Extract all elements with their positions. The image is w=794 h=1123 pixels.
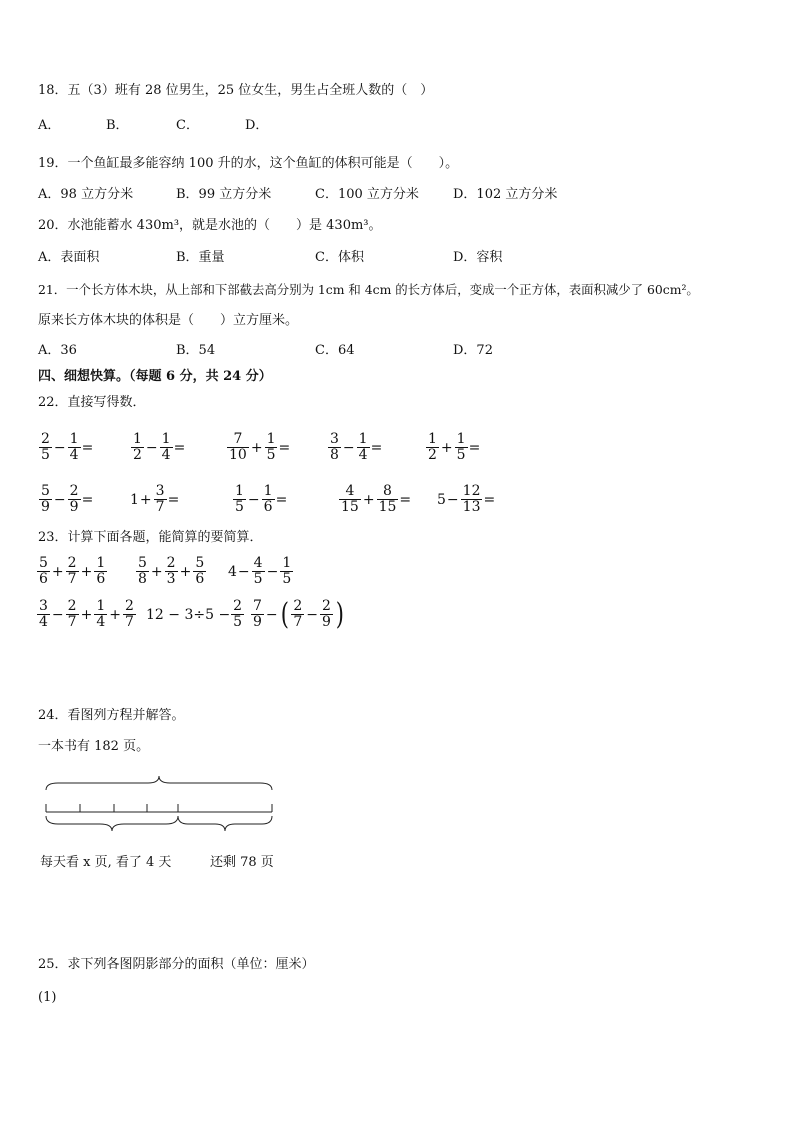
q22-expr-1: $\frac{2}{5}$ − $\frac{1}{4}$ = — [41, 431, 94, 463]
fraction: $\frac{2}{3}$ — [166, 555, 176, 587]
fraction: $\frac{1}{4}$ — [358, 431, 368, 463]
fraction: $\frac{7}{9}$ — [253, 598, 262, 630]
fraction: $\frac{4}{5}$ — [253, 555, 263, 587]
fraction: $\frac{2}{7}$ — [293, 598, 303, 630]
fraction: $\frac{1}{6}$ — [263, 483, 273, 515]
q22-expr-6: $\frac{5}{9}$ − $\frac{2}{9}$ = — [41, 483, 94, 515]
q19-option-a: A．98 立方分米 — [38, 187, 134, 202]
q22-expr-10: 5 − $\frac{12}{13}$ = — [437, 483, 496, 515]
q22-expr-8: $\frac{1}{5}$ − $\frac{1}{6}$ = — [235, 483, 288, 515]
fraction: $\frac{1}{4}$ — [96, 598, 106, 630]
q24-label-right: 还剩 78 页 — [210, 855, 274, 870]
q23-expr-5: 12 − 3÷5 − $\frac{2}{5}$ — [146, 598, 243, 630]
q22-expr-3: $\frac{7}{10}$ + $\frac{1}{5}$ = — [229, 431, 291, 463]
q19-text: 19．一个鱼缸最多能容纳 100 升的水，这个鱼缸的体积可能是（ ）。 — [38, 156, 459, 171]
fraction: $\frac{2}{7}$ — [67, 598, 77, 630]
fraction: $\frac{1}{5}$ — [456, 431, 466, 463]
fraction: $\frac{1}{4}$ — [69, 431, 79, 463]
fraction: $\frac{4}{15}$ — [341, 483, 359, 515]
q21-option-b: B．54 — [176, 343, 216, 358]
fraction: $\frac{2}{5}$ — [41, 431, 50, 463]
q19-option-c: C．100 立方分米 — [315, 187, 419, 202]
fraction: $\frac{12}{13}$ — [462, 483, 481, 515]
q23-expr-4: $\frac{3}{4}$ − $\frac{2}{7}$ + $\frac{1}{4}$ + $\frac{2}{7}$ — [39, 598, 134, 630]
fraction: $\frac{1}{4}$ — [161, 431, 171, 463]
q18-text: 18．五（3）班有 28 位男生，25 位女生，男生占全班人数的（ ） — [38, 83, 434, 98]
fraction: $\frac{2}{9}$ — [322, 598, 331, 630]
q20-option-b: B．重量 — [176, 250, 225, 265]
q25-title: 25．求下列各图阴影部分的面积（单位：厘米） — [38, 957, 315, 972]
fraction: $\frac{2}{9}$ — [69, 483, 79, 515]
q23-title: 23．计算下面各题，能简算的要简算． — [38, 530, 263, 545]
top-brace — [46, 776, 272, 790]
q20-option-d: D．容积 — [453, 250, 503, 265]
left-paren: ( — [280, 596, 289, 632]
bottom-brace-right — [178, 816, 272, 831]
q24-label-left: 每天看 x 页, 看了 4 天 — [40, 855, 172, 870]
fraction: $\frac{5}{8}$ — [138, 555, 147, 587]
fraction: $\frac{5}{6}$ — [195, 555, 205, 587]
q23-expr-6: $\frac{7}{9}$ − ( $\frac{2}{7}$ − $\frac{2}{9}$ ) — [253, 596, 344, 632]
q22-title: 22．直接写得数． — [38, 395, 146, 410]
q22-expr-2: $\frac{1}{2}$ − $\frac{1}{4}$ = — [133, 431, 186, 463]
q19-option-b: B．99 立方分米 — [176, 187, 272, 202]
fraction: $\frac{1}{5}$ — [282, 555, 292, 587]
q23-expr-3: 4 − $\frac{4}{5}$ − $\frac{1}{5}$ — [228, 555, 292, 587]
fraction: $\frac{7}{10}$ — [229, 431, 247, 463]
fraction: $\frac{2}{7}$ — [124, 598, 134, 630]
bottom-brace-left — [46, 816, 178, 831]
q21-option-d: D．72 — [453, 343, 493, 358]
q18-option-c: C． — [176, 118, 199, 133]
q21-text-line2: 原来长方体木块的体积是（ ）立方厘米。 — [38, 313, 299, 328]
q21-option-c: C．64 — [315, 343, 355, 358]
q24-subtitle: 一本书有 182 页。 — [38, 739, 150, 754]
q18-option-d: D． — [245, 118, 269, 133]
q24-title: 24．看图列方程并解答。 — [38, 708, 185, 723]
fraction: $\frac{3}{7}$ — [155, 483, 165, 515]
fraction: $\frac{1}{5}$ — [266, 431, 276, 463]
q19-option-d: D．102 立方分米 — [453, 187, 558, 202]
fraction: $\frac{3}{4}$ — [39, 598, 48, 630]
q22-expr-4: $\frac{3}{8}$ − $\frac{1}{4}$ = — [330, 431, 383, 463]
q23-expr-1: $\frac{5}{6}$ + $\frac{2}{7}$ + $\frac{1}{6}$ — [39, 555, 106, 587]
q20-text: 20．水池能蓄水 430m³，就是水池的（ ）是 430m³。 — [38, 218, 382, 233]
q22-expr-9: $\frac{4}{15}$ + $\frac{8}{15}$ = — [341, 483, 412, 515]
fraction: $\frac{2}{5}$ — [233, 598, 243, 630]
q20-option-c: C．体积 — [315, 250, 364, 265]
fraction: $\frac{5}{9}$ — [41, 483, 50, 515]
fraction: $\frac{1}{5}$ — [235, 483, 244, 515]
q21-option-a: A．36 — [38, 343, 77, 358]
q23-expr-2: $\frac{5}{8}$ + $\frac{2}{3}$ + $\frac{5}{6}$ — [138, 555, 205, 587]
right-paren: ) — [335, 596, 344, 632]
fraction: $\frac{3}{8}$ — [330, 431, 339, 463]
q21-text-line1: 21．一个长方体木块，从上部和下部截去高分别为 1cm 和 4cm 的长方体后，变成一个正方体，表面积减少了 60cm²。 — [38, 282, 699, 297]
section-heading: 四、细想快算。（每题 6 分，共 24 分） — [38, 369, 272, 384]
segment-diagram — [38, 774, 283, 836]
fraction: $\frac{8}{15}$ — [378, 483, 397, 515]
q22-expr-5: $\frac{1}{2}$ + $\frac{1}{5}$ = — [428, 431, 481, 463]
q18-option-a: A． — [38, 118, 61, 133]
q20-option-a: A．表面积 — [38, 250, 100, 265]
fraction: $\frac{1}{2}$ — [428, 431, 437, 463]
q25-sub: (1) — [38, 990, 57, 1005]
fraction: $\frac{2}{7}$ — [67, 555, 77, 587]
fraction: $\frac{1}{2}$ — [133, 431, 142, 463]
fraction: $\frac{5}{6}$ — [39, 555, 48, 587]
q22-expr-7: 1 + $\frac{3}{7}$ = — [130, 483, 180, 515]
fraction: $\frac{1}{6}$ — [96, 555, 106, 587]
q18-option-b: B． — [106, 118, 129, 133]
